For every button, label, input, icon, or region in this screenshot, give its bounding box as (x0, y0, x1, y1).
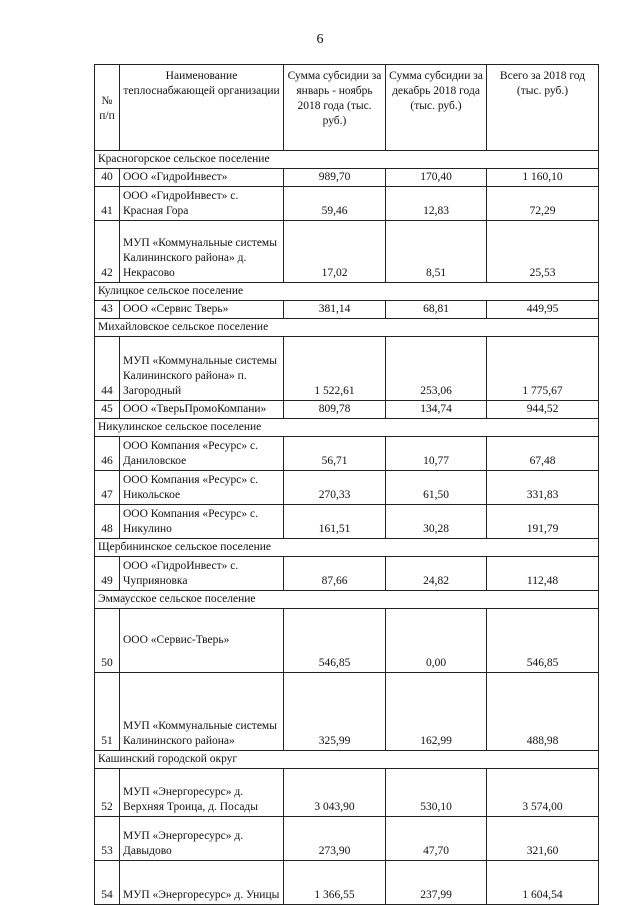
row-number: 41 (95, 187, 120, 221)
section-header-row (95, 419, 599, 437)
row-december: 134,74 (386, 401, 487, 419)
row-organization: МУП «Коммунальные системы Калининского района» п. Загородный (120, 337, 284, 401)
row-december: 8,51 (386, 221, 487, 283)
row-total: 449,95 (487, 301, 599, 319)
row-jan-nov: 56,71 (284, 437, 386, 471)
section-title: Никулинское сельское поселение (95, 419, 599, 437)
row-organization: МУП «Энергоресурс» д. Давыдово (120, 817, 284, 861)
row-number: 49 (95, 557, 120, 591)
row-total: 72,29 (487, 187, 599, 221)
row-total: 67,48 (487, 437, 599, 471)
row-organization: ООО «Сервис-Тверь» (120, 609, 284, 673)
row-number: 52 (95, 769, 120, 817)
row-total: 112,48 (487, 557, 599, 591)
section-header-row (95, 539, 599, 557)
row-total: 3 574,00 (487, 769, 599, 817)
table-row (95, 861, 599, 905)
row-december: 170,40 (386, 169, 487, 187)
row-organization: МУП «Коммунальные системы Калининского района» д. Некрасово (120, 221, 284, 283)
row-organization: ООО «ГидроИнвест» с. Красная Гора (120, 187, 284, 221)
row-jan-nov: 161,51 (284, 505, 386, 539)
section-header-row (95, 151, 599, 169)
table-row (95, 187, 599, 221)
row-organization: ООО «ГидроИнвест» (120, 169, 284, 187)
section-title: Щербининское сельское поселение (95, 539, 599, 557)
row-organization: ООО Компания «Ресурс» с. Даниловское (120, 437, 284, 471)
section-title: Михайловское сельское поселение (95, 319, 599, 337)
row-total: 331,83 (487, 471, 599, 505)
row-december: 237,99 (386, 861, 487, 905)
row-number: 45 (95, 401, 120, 419)
header-organization: Наименование теплоснабжающей организации (120, 65, 284, 151)
table-row (95, 471, 599, 505)
section-title: Красногорское сельское поселение (95, 151, 599, 169)
row-number: 48 (95, 505, 120, 539)
row-december: 24,82 (386, 557, 487, 591)
row-organization: ООО Компания «Ресурс» с. Никольское (120, 471, 284, 505)
table-row (95, 609, 599, 673)
header-december: Сумма субсидии за декабрь 2018 года (тыс. руб.) (386, 65, 487, 151)
row-organization: МУП «Энергоресурс» д. Уницы (120, 861, 284, 905)
page-number: 6 (316, 32, 324, 47)
row-jan-nov: 1 522,61 (284, 337, 386, 401)
section-header-row (95, 591, 599, 609)
row-december: 162,99 (386, 673, 487, 751)
row-jan-nov: 3 043,90 (284, 769, 386, 817)
table-row (95, 817, 599, 861)
row-december: 0,00 (386, 609, 487, 673)
row-number: 53 (95, 817, 120, 861)
row-jan-nov: 989,70 (284, 169, 386, 187)
row-organization: ООО «Сервис Тверь» (120, 301, 284, 319)
row-total: 546,85 (487, 609, 599, 673)
section-header-row (95, 319, 599, 337)
row-total: 191,79 (487, 505, 599, 539)
subsidies-table (94, 64, 599, 905)
row-organization: МУП «Энергоресурс» д. Верхняя Троица, д. Посады (120, 769, 284, 817)
row-jan-nov: 381,14 (284, 301, 386, 319)
header-total: Всего за 2018 год (тыс. руб.) (487, 65, 599, 151)
table-row (95, 337, 599, 401)
row-number: 40 (95, 169, 120, 187)
row-number: 51 (95, 673, 120, 751)
row-december: 10,77 (386, 437, 487, 471)
section-title: Эммаусское сельское поселение (95, 591, 599, 609)
row-total: 1 604,54 (487, 861, 599, 905)
row-december: 30,28 (386, 505, 487, 539)
row-organization: ООО «ГидроИнвест» с. Чуприяновка (120, 557, 284, 591)
row-jan-nov: 325,99 (284, 673, 386, 751)
section-title: Кулицкое сельское поселение (95, 283, 599, 301)
row-december: 47,70 (386, 817, 487, 861)
row-total: 25,53 (487, 221, 599, 283)
row-december: 253,06 (386, 337, 487, 401)
row-number: 46 (95, 437, 120, 471)
table-row (95, 769, 599, 817)
table-row (95, 557, 599, 591)
section-header-row (95, 751, 599, 769)
row-organization: ООО Компания «Ресурс» с. Никулино (120, 505, 284, 539)
row-total: 321,60 (487, 817, 599, 861)
row-december: 12,83 (386, 187, 487, 221)
row-jan-nov: 546,85 (284, 609, 386, 673)
table-row (95, 221, 599, 283)
table-row (95, 401, 599, 419)
row-december: 61,50 (386, 471, 487, 505)
table-row (95, 169, 599, 187)
row-jan-nov: 273,90 (284, 817, 386, 861)
row-jan-nov: 59,46 (284, 187, 386, 221)
row-december: 68,81 (386, 301, 487, 319)
row-total: 1 775,67 (487, 337, 599, 401)
row-number: 50 (95, 609, 120, 673)
row-organization: МУП «Коммунальные системы Калининского района» (120, 673, 284, 751)
section-header-row (95, 283, 599, 301)
row-jan-nov: 87,66 (284, 557, 386, 591)
row-jan-nov: 270,33 (284, 471, 386, 505)
row-number: 47 (95, 471, 120, 505)
row-jan-nov: 17,02 (284, 221, 386, 283)
row-total: 944,52 (487, 401, 599, 419)
row-jan-nov: 809,78 (284, 401, 386, 419)
table-row (95, 301, 599, 319)
row-number: 43 (95, 301, 120, 319)
table-header-row (95, 65, 599, 151)
table-row (95, 673, 599, 751)
row-organization: ООО «ТверьПромоКомпани» (120, 401, 284, 419)
row-number: 42 (95, 221, 120, 283)
row-december: 530,10 (386, 769, 487, 817)
row-total: 1 160,10 (487, 169, 599, 187)
table-row (95, 505, 599, 539)
row-total: 488,98 (487, 673, 599, 751)
row-jan-nov: 1 366,55 (284, 861, 386, 905)
row-number: 44 (95, 337, 120, 401)
header-jan-nov: Сумма субсидии за январь - ноябрь 2018 года (тыс. руб.) (284, 65, 386, 151)
table-row (95, 437, 599, 471)
row-number: 54 (95, 861, 120, 905)
header-number: № п/п (95, 65, 120, 151)
section-title: Кашинский городской округ (95, 751, 599, 769)
